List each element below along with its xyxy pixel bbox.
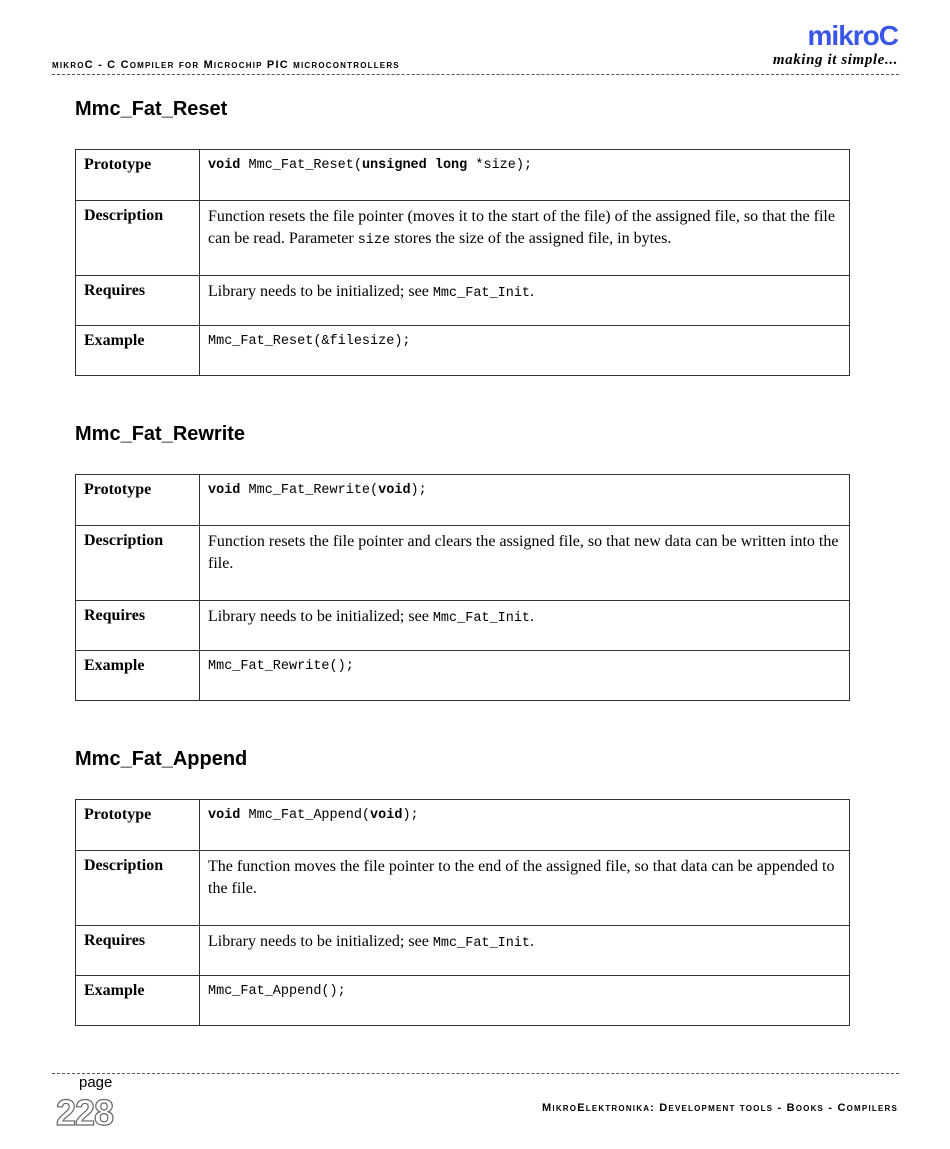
requires-row — [76, 600, 849, 650]
requires-text: Library needs to be initialized; see Mmc_Fat_Init. — [208, 283, 535, 301]
example-code: Mmc_Fat_Append(); — [208, 984, 346, 999]
prototype-row — [76, 800, 849, 850]
section-mmc-fat-reset — [75, 98, 850, 349]
section-mmc-fat-rewrite — [75, 423, 850, 674]
footer-divider — [52, 1073, 899, 1074]
prototype-label: Prototype — [76, 475, 200, 525]
requires-label: Requires — [76, 601, 200, 650]
prototype-label: Prototype — [76, 150, 200, 200]
function-table — [75, 474, 850, 701]
example-row — [76, 325, 849, 375]
requires-label: Requires — [76, 276, 200, 325]
description-text: Function resets the file pointer (moves it to the start of the file) of the assigned file, so that the file can be read. Parameter size stores the size of the assigned file, in bytes. — [208, 208, 835, 248]
page-number: 228 — [56, 1092, 114, 1133]
prototype-code: void Mmc_Fat_Append(void); — [208, 808, 419, 823]
requires-row — [76, 925, 849, 975]
section-title: Mmc_Fat_Rewrite — [75, 423, 246, 445]
section-mmc-fat-append — [75, 748, 850, 999]
requires-text: Library needs to be initialized; see Mmc_Fat_Init. — [208, 933, 535, 951]
mikroc-logo: mikroC — [807, 20, 898, 51]
requires-text: Library needs to be initialized; see Mmc_Fat_Init. — [208, 608, 535, 626]
header-divider — [52, 74, 899, 75]
example-row — [76, 975, 849, 1025]
example-label: Example — [76, 326, 200, 375]
example-label: Example — [76, 651, 200, 700]
prototype-label: Prototype — [76, 800, 200, 850]
footer-text: MikroElektronika: Development tools - Books - Compilers — [542, 1102, 898, 1114]
description-row — [76, 525, 849, 600]
description-row — [76, 200, 849, 275]
section-title: Mmc_Fat_Reset — [75, 98, 228, 120]
prototype-code: void Mmc_Fat_Reset(unsigned long *size); — [208, 158, 533, 173]
description-label: Description — [76, 851, 200, 925]
prototype-row — [76, 475, 849, 525]
description-text: Function resets the file pointer and clears the assigned file, so that new data can be written into the file. — [208, 533, 839, 572]
section-title: Mmc_Fat_Append — [75, 748, 248, 770]
prototype-code: void Mmc_Fat_Rewrite(void); — [208, 483, 427, 498]
prototype-row — [76, 150, 849, 200]
description-label: Description — [76, 526, 200, 600]
example-code: Mmc_Fat_Reset(&filesize); — [208, 334, 411, 349]
function-table — [75, 149, 850, 376]
requires-label: Requires — [76, 926, 200, 975]
requires-row — [76, 275, 849, 325]
description-label: Description — [76, 201, 200, 275]
description-text: The function moves the file pointer to the end of the assigned file, so that data can be appended to the file. — [208, 858, 835, 897]
example-row — [76, 650, 849, 700]
function-table — [75, 799, 850, 1026]
header-title: mikroC - C Compiler for Microchip PIC microcontrollers — [52, 59, 400, 71]
example-code: Mmc_Fat_Rewrite(); — [208, 659, 354, 674]
page-label: page — [79, 1074, 113, 1091]
tagline: making it simple... — [772, 52, 898, 68]
example-label: Example — [76, 976, 200, 1025]
description-row — [76, 850, 849, 925]
